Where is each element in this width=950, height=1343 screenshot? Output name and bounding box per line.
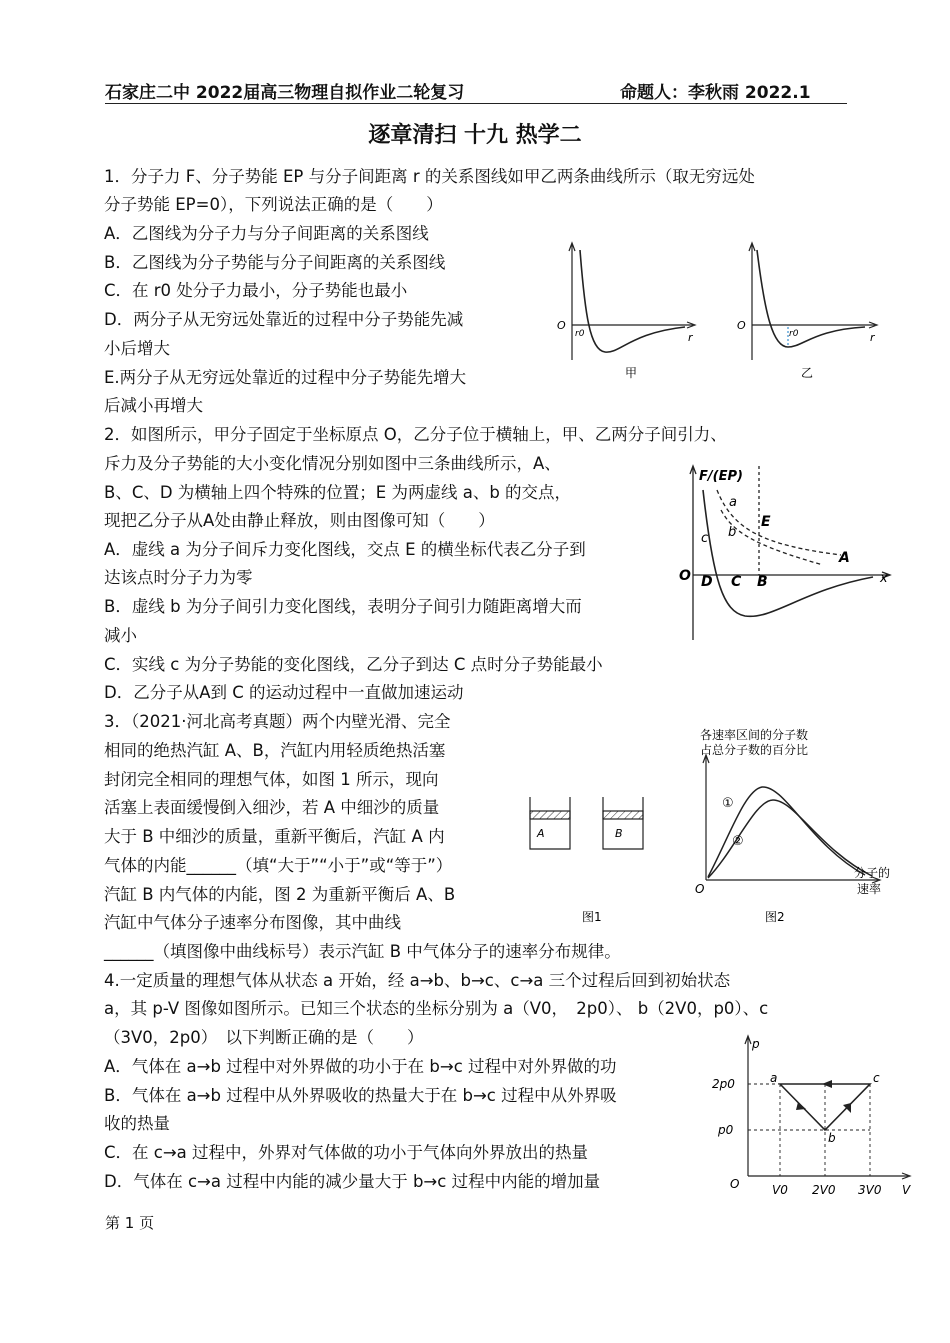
text-line: 1．分子力 F、分子势能 EP 与分子间距离 r 的关系图线如甲乙两条曲线所示（取无穷远处 (104, 167, 755, 186)
figure-q4 (700, 1030, 920, 1210)
fig4-axis-V: V (902, 1183, 911, 1197)
text-line: B．乙图线为分子势能与分子间距离的关系图线 (104, 253, 446, 272)
text-line: 4.一定质量的理想气体从状态 a 开始，经 a→b、b→c、c→a 三个过程后回到初始状态 (104, 971, 731, 990)
text-line: 2．如图所示，甲分子固定于坐标原点 O，乙分子位于横轴上，甲、乙两分子间引力、 (104, 425, 727, 444)
text-line: 小后增大 (104, 339, 170, 358)
text-line: 达该点时分子力为零 (104, 568, 253, 587)
fig2-label-c: c (701, 531, 709, 546)
text-line: 3．（2021·河北高考真题）两个内壁光滑、完全 (104, 712, 451, 731)
text-line: 减小 (104, 626, 137, 645)
fig3-xlabel-2: 速率 (857, 882, 882, 896)
fig4-tick-V0: V0 (772, 1183, 788, 1197)
fig1-yi-origin: O (737, 319, 746, 332)
fig4-point-c: c (873, 1071, 880, 1085)
fig3-cylinder-A: A (537, 827, 545, 840)
fig4-tick-2p0: 2p0 (712, 1077, 735, 1091)
fig3-ylabel-1: 各速率区间的分子数 (700, 728, 809, 742)
fig2-ylabel: F/(EP) (699, 469, 743, 484)
fig2-label-b: b (728, 525, 737, 540)
text-line: ______（填图像中曲线标号）表示汽缸 B 中气体分子的速率分布规律。 (104, 942, 621, 961)
fig4-axis-p: p (752, 1037, 760, 1051)
text-line: 现把乙分子从A处由静止释放，则由图像可知（ ） (104, 511, 495, 530)
text-line: C．实线 c 为分子势能的变化图线，乙分子到达 C 点时分子势能最小 (104, 655, 603, 674)
fig3-curve-1: ① (722, 796, 734, 811)
text-line: 大于 B 中细沙的质量，重新平衡后，汽缸 A 内 (104, 827, 445, 846)
fig3-caption-1: 图1 (582, 910, 602, 924)
text-line: D．乙分子从A到 C 的运动过程中一直做加速运动 (104, 683, 464, 702)
fig2-label-A: A (839, 550, 850, 566)
text-line: 封闭完全相同的理想气体，如图 1 所示，现向 (104, 770, 439, 789)
fig1-jia-origin: O (557, 319, 566, 332)
header-left: 石家庄二中 2022届高三物理自拟作业二轮复习 (105, 83, 465, 103)
fig3-ylabel-2: 占总分子数的百分比 (700, 743, 809, 757)
page-title: 逐章清扫 十九 热学二 (368, 123, 582, 148)
page-number: 第 1 页 (105, 1214, 155, 1232)
text-line: 汽缸中气体分子速率分布图像，其中曲线 (104, 913, 401, 932)
text-line: 后减小再增大 (104, 396, 203, 415)
text-line: 斥力及分子势能的大小变化情况分别如图中三条曲线所示，A、 (104, 454, 561, 473)
fig1-jia-r: r (688, 331, 693, 344)
text-line: B．虚线 b 为分子间引力变化图线，表明分子间引力随距离增大而 (104, 597, 582, 616)
text-line: E.两分子从无穷远处靠近的过程中分子势能先增大 (104, 368, 467, 387)
text-line: C．在 c→a 过程中，外界对气体做的功小于气体向外界放出的热量 (104, 1143, 589, 1162)
text-line: D．气体在 c→a 过程中内能的减少量大于 b→c 过程中内能的增加量 (104, 1172, 601, 1191)
fig3-xlabel-1: 分子的 (854, 866, 891, 880)
text-line: B．气体在 a→b 过程中从外界吸收的热量大于在 b→c 过程中从外界吸 (104, 1086, 617, 1105)
figure-q3 (520, 725, 915, 930)
text-line: （3V0，2p0） 以下判断正确的是（ ） (104, 1028, 424, 1047)
header-right: 命题人：李秋雨 2022.1 (620, 83, 811, 103)
text-line: 活塞上表面缓慢倒入细沙，若 A 中细沙的质量 (104, 798, 440, 817)
fig4-tick-p0: p0 (718, 1123, 734, 1137)
fig2-label-C: C (731, 574, 742, 590)
page-header (105, 78, 850, 103)
text-line: A．乙图线为分子力与分子间距离的关系图线 (104, 224, 429, 243)
fig3-curve-2: ② (732, 834, 744, 849)
fig2-label-x: x (880, 571, 888, 586)
text-line: A．气体在 a→b 过程中对外界做的功小于在 b→c 过程中对外界做的功 (104, 1057, 617, 1076)
text-line: 汽缸 B 内气体的内能，图 2 为重新平衡后 A、B (104, 885, 456, 904)
fig2-label-a: a (729, 495, 737, 510)
text-line: 气体的内能______（填“大于”“小于”或“等于”） (104, 856, 453, 875)
text-line: 分子势能 EP=0），下列说法正确的是（ ） (104, 195, 443, 214)
fig3-origin: O (695, 882, 705, 896)
figure-q1 (545, 235, 890, 385)
fig2-label-D: D (701, 574, 713, 590)
fig3-cylinder-B: B (615, 827, 623, 840)
text-line: D．两分子从无穷远处靠近的过程中分子势能先减 (104, 310, 464, 329)
text-line: A．虚线 a 为分子间斥力变化图线，交点 E 的横坐标代表乙分子到 (104, 540, 586, 559)
fig2-label-E: E (761, 514, 771, 530)
fig1-caption-jia: 甲 (625, 366, 638, 380)
figure-q2 (673, 460, 895, 642)
text-line: a，其 p-V 图像如图所示。已知三个状态的坐标分别为 a（V0， 2p0）、 b（2V0，p0）、c (104, 999, 769, 1018)
fig4-tick-3V0: 3V0 (858, 1183, 882, 1197)
fig4-tick-2V0: 2V0 (812, 1183, 836, 1197)
fig1-caption-yi: 乙 (801, 366, 814, 380)
fig4-point-b: b (828, 1131, 836, 1145)
fig4-point-a: a (770, 1071, 778, 1085)
text-line: 相同的绝热汽缸 A、B，汽缸内用轻质绝热活塞 (104, 741, 446, 760)
fig2-label-O: O (679, 568, 691, 584)
fig2-label-B: B (757, 574, 768, 590)
text-line: B、C、D 为横轴上四个特殊的位置；E 为两虚线 a、b 的交点， (104, 483, 572, 502)
fig3-caption-2: 图2 (765, 910, 785, 924)
fig1-yi-r: r (870, 331, 875, 344)
fig4-origin: O (730, 1177, 740, 1191)
text-line: C．在 r0 处分子力最小，分子势能也最小 (104, 281, 408, 300)
text-line: 收的热量 (104, 1114, 170, 1133)
header-rule (105, 103, 847, 104)
fig1-jia-r0: r0 (575, 329, 585, 339)
fig1-yi-r0: r0 (789, 329, 799, 339)
